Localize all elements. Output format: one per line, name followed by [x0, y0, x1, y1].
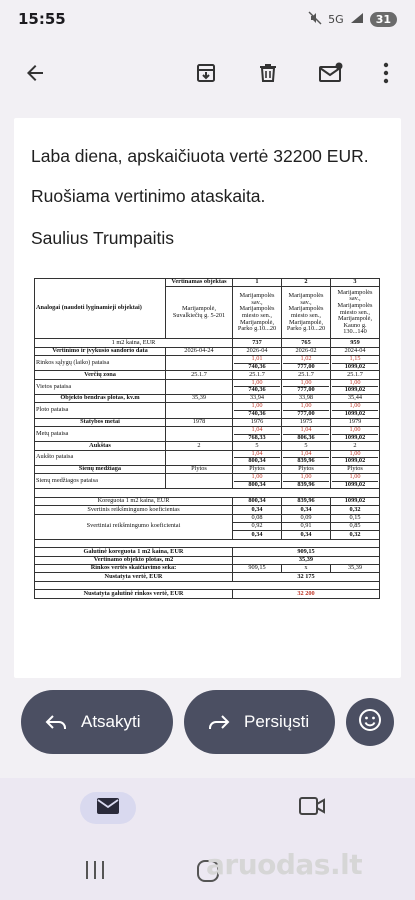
email-body: [14, 118, 401, 678]
table-cell: Aukšto pataisa: [35, 450, 166, 465]
table-cell: 35,39: [233, 556, 380, 564]
table-cell: 2026-02: [282, 347, 331, 355]
table-cell: Rinkos sąlygų (laiko) pataisa: [35, 356, 166, 371]
table-row: [35, 347, 380, 355]
table-cell: 0,92: [233, 523, 282, 531]
table-row: [35, 356, 380, 371]
table-cell: 0,34: [233, 506, 282, 514]
table-cell: 1099,02: [331, 497, 380, 505]
table-cell: 1,00 740,36: [233, 403, 282, 418]
table-cell: 737: [233, 339, 282, 347]
table-cell: 0,08: [233, 514, 282, 522]
table-row: [35, 497, 380, 505]
table-cell: 839,96: [282, 497, 331, 505]
table-cell: [166, 356, 233, 371]
table-header: Vertinamas objektas: [166, 279, 233, 287]
table-cell: 33,98: [282, 395, 331, 403]
table-row: [35, 450, 380, 465]
table-cell: 0,34: [233, 531, 282, 539]
table-cell: 2024-04: [331, 347, 380, 355]
table-cell: 1,00 1099,02: [331, 474, 380, 489]
table-cell: 959: [331, 339, 380, 347]
table-cell: Marijampolės sav., Marijampolės miesto sen., Marijampolė, Kauno g. 130...140: [331, 287, 380, 339]
table-cell: x: [282, 564, 331, 572]
bottom-navigation: [0, 778, 415, 840]
forward-button[interactable]: [184, 690, 335, 754]
table-row: [35, 474, 380, 489]
table-cell: [166, 474, 233, 489]
delete-icon[interactable]: [253, 58, 283, 88]
arrow-left-icon[interactable]: [20, 58, 50, 88]
table-cell: 1,00 777,00: [282, 403, 331, 418]
mute-icon: [308, 11, 322, 28]
table-cell: 1 m2 kaina, EUR: [35, 339, 233, 347]
action-row: [0, 690, 415, 754]
table-row: [35, 573, 380, 581]
table-cell: Rinkos vertės skaičiavimo seka:: [35, 564, 233, 572]
table-row: [35, 514, 380, 522]
mark-unread-icon[interactable]: [316, 58, 346, 88]
table-cell: 0,32: [331, 531, 380, 539]
table-cell: 25.1.7: [331, 371, 380, 379]
watermark: aruodas.lt: [206, 848, 363, 881]
table-cell: Sienų medžiaga: [35, 465, 166, 473]
table-cell: 2: [331, 442, 380, 450]
table-cell: 25.1.7: [233, 371, 282, 379]
table-cell: 0,34: [282, 506, 331, 514]
table-cell: 1976: [233, 418, 282, 426]
table-cell: 0,32: [331, 506, 380, 514]
table-cell: [166, 450, 233, 465]
table-cell: 1979: [331, 418, 380, 426]
video-camera-icon: [299, 797, 325, 819]
table-cell: Vietos pataisa: [35, 379, 166, 394]
table-cell: Objekto bendras plotas, kv.m: [35, 395, 166, 403]
valuation-report-image[interactable]: [34, 278, 379, 671]
table-row: [35, 556, 380, 564]
table-cell: 1,00 1099,02: [331, 427, 380, 442]
table-cell: 32 175: [233, 573, 380, 581]
table-cell: 1,02 777,00: [282, 356, 331, 371]
email-line-2: Ruošiama vertinimo ataskaita.: [31, 186, 266, 206]
forward-icon: [208, 713, 230, 731]
status-bar: [0, 0, 415, 38]
emoji-reaction-button[interactable]: [346, 698, 394, 746]
table-header: 3: [331, 279, 380, 287]
table-header: 1: [233, 279, 282, 287]
table-cell: 0,09: [282, 514, 331, 522]
table-cell: 1,00 1099,02: [331, 403, 380, 418]
battery-level: 31: [370, 12, 397, 27]
table-cell: Marijampolės sav., Marijampolės miesto sen., Marijampolė, Parko g.10...20: [233, 287, 282, 339]
table-cell: Sienų medžiagos pataisa: [35, 474, 166, 489]
table-cell: 1,00 800,34: [233, 474, 282, 489]
table-cell: 1,00 1099,02: [331, 379, 380, 394]
table-cell: [166, 427, 233, 442]
table-cell: 1,04 800,34: [233, 450, 282, 465]
table-row: [35, 339, 380, 347]
table-cell: Marijampolė, Suvalkiečių g. 5-201: [166, 287, 233, 339]
table-cell: Marijampolės sav., Marijampolės miesto sen., Marijampolė, Parko g.10...20: [282, 287, 331, 339]
table-row: [35, 506, 380, 514]
table-row: [35, 548, 380, 556]
table-row: [35, 564, 380, 572]
table-cell: Svertiniai reikšmingumo koeficientai: [35, 514, 233, 539]
table-cell: 35,44: [331, 395, 380, 403]
table-cell: Plytos: [166, 465, 233, 473]
email-signature: Saulius Trumpaitis: [31, 228, 174, 248]
signal-icon: [350, 12, 364, 27]
table-cell: 25.1.7: [166, 371, 233, 379]
table-cell: 909,15: [233, 548, 380, 556]
nav-mail[interactable]: [80, 792, 136, 824]
forward-label: Persiųsti: [244, 712, 310, 731]
email-line-1: Laba diena, apskaičiuota vertė 32200 EUR.: [31, 146, 369, 166]
table-header: Analogai (naudoti lyginamieji objektai): [35, 279, 166, 339]
mail-icon: [96, 797, 120, 819]
table-cell: Aukštas: [35, 442, 166, 450]
table-cell: 2026-04-24: [166, 347, 233, 355]
table-cell: 1,00 740,36: [233, 379, 282, 394]
table-cell: 1,00 777,00: [282, 379, 331, 394]
table-row: [35, 279, 380, 287]
table-cell: Vertinimo ir įvykusio sandorio data: [35, 347, 166, 355]
table-cell: 32 200: [233, 590, 380, 598]
table-cell: 33,94: [233, 395, 282, 403]
reply-button[interactable]: [21, 690, 173, 754]
table-cell: [166, 403, 233, 418]
table-row: [35, 427, 380, 442]
table-cell: Plytos: [233, 465, 282, 473]
table-cell: 0,91: [282, 523, 331, 531]
table-cell: 765: [282, 339, 331, 347]
network-type: 5G: [328, 12, 344, 26]
table-cell: Galutinė koreguota 1 m2 kaina, EUR: [35, 548, 233, 556]
table-cell: 1,15 1099,02: [331, 356, 380, 371]
table-cell: 5: [233, 442, 282, 450]
table-cell: Koreguota 1 m2 kaina, EUR: [35, 497, 233, 505]
table-cell: Statybos metai: [35, 418, 166, 426]
table-row: [35, 590, 380, 598]
valuation-table: [34, 278, 380, 599]
table-cell: Plytos: [282, 465, 331, 473]
table-cell: 1,04 806,36: [282, 427, 331, 442]
table-cell: 800,34: [233, 497, 282, 505]
table-cell: 1,00 839,96: [282, 474, 331, 489]
table-cell: Vertinamo objekto plotas, m2: [35, 556, 233, 564]
emoji-icon: [358, 708, 382, 736]
table-cell: 0,15: [331, 514, 380, 522]
table-cell: [166, 379, 233, 394]
table-cell: 2026-04: [233, 347, 282, 355]
app-bar: [0, 48, 415, 98]
more-vert-icon[interactable]: [371, 58, 401, 88]
table-cell: Nustatyta galutinė rinkos vertė, EUR: [35, 590, 233, 598]
table-row: [35, 371, 380, 379]
table-cell: Ploto pataisa: [35, 403, 166, 418]
table-row: [35, 403, 380, 418]
status-icons: [308, 11, 397, 28]
table-cell: 25.1.7: [282, 371, 331, 379]
reply-label: Atsakyti: [81, 712, 141, 731]
table-cell: 2: [166, 442, 233, 450]
table-cell: 909,15: [233, 564, 282, 572]
table-row: [35, 418, 380, 426]
reply-icon: [45, 713, 67, 731]
archive-icon[interactable]: [191, 58, 221, 88]
table-row: [35, 379, 380, 394]
recent-apps-icon[interactable]: [84, 860, 106, 884]
table-cell: Plytos: [331, 465, 380, 473]
table-cell: Nustatyta vertė, EUR: [35, 573, 233, 581]
table-cell: 0,34: [282, 531, 331, 539]
table-cell: Verčių zona: [35, 371, 166, 379]
table-cell: 1,01 740,36: [233, 356, 282, 371]
table-cell: 1978: [166, 418, 233, 426]
table-cell: Metų pataisa: [35, 427, 166, 442]
table-cell: 0,85: [331, 523, 380, 531]
table-row: [35, 442, 380, 450]
table-row: [35, 395, 380, 403]
table-row: [35, 465, 380, 473]
table-cell: Svertinis reikšmingumo koeficientas: [35, 506, 233, 514]
table-cell: 1,00 1099,02: [331, 450, 380, 465]
table-cell: 5: [282, 442, 331, 450]
table-cell: 35,39: [166, 395, 233, 403]
table-header: 2: [282, 279, 331, 287]
table-cell: 1975: [282, 418, 331, 426]
clock: 15:55: [18, 10, 66, 28]
table-cell: 35,39: [331, 564, 380, 572]
table-cell: 1,04 839,96: [282, 450, 331, 465]
nav-meet[interactable]: [296, 792, 328, 824]
table-cell: 1,04 768,33: [233, 427, 282, 442]
